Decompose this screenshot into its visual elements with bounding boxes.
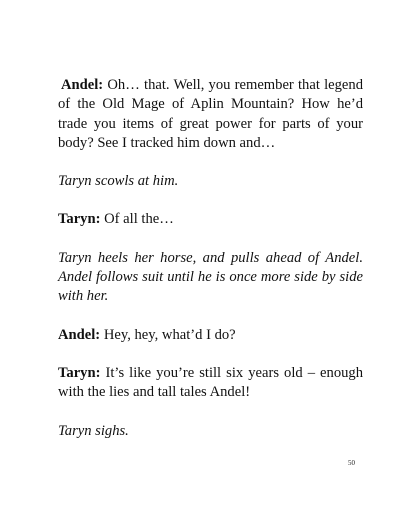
stage-direction-text: Taryn heels her horse, and pulls ahead of Andel. Andel follows suit until he is once more side by side with her.: [58, 249, 363, 305]
dialogue-paragraph: [58, 76, 363, 153]
dialogue-paragraph: [58, 364, 363, 403]
stage-direction-text: Taryn sighs.: [58, 422, 129, 439]
script-body: [58, 76, 363, 460]
stage-direction-text: Taryn scowls at him.: [58, 173, 179, 190]
stage-direction: [58, 172, 363, 191]
dialogue-text: Of all the…: [104, 211, 174, 228]
speaker-name: Taryn:: [58, 211, 101, 228]
speaker-name: Andel:: [61, 77, 104, 93]
dialogue-paragraph: [58, 210, 363, 229]
dialogue-text: Hey, hey, what’d I do?: [103, 326, 236, 343]
dialogue-text: It’s like you’re still six years old – enough with the lies and tall tales Andel!: [58, 364, 364, 401]
dialogue-text: Oh… that. Well, you remember that legend of the Old Mage of Aplin Mountain? How he’d trade you items of great power for parts of your body? See I tracked him down and…: [58, 77, 363, 151]
stage-direction: [58, 249, 363, 307]
stage-direction: [58, 422, 363, 441]
dialogue-paragraph: [58, 326, 363, 345]
page-number: 50: [348, 459, 355, 467]
speaker-name: Taryn:: [58, 364, 101, 381]
speaker-name: Andel:: [58, 326, 101, 343]
